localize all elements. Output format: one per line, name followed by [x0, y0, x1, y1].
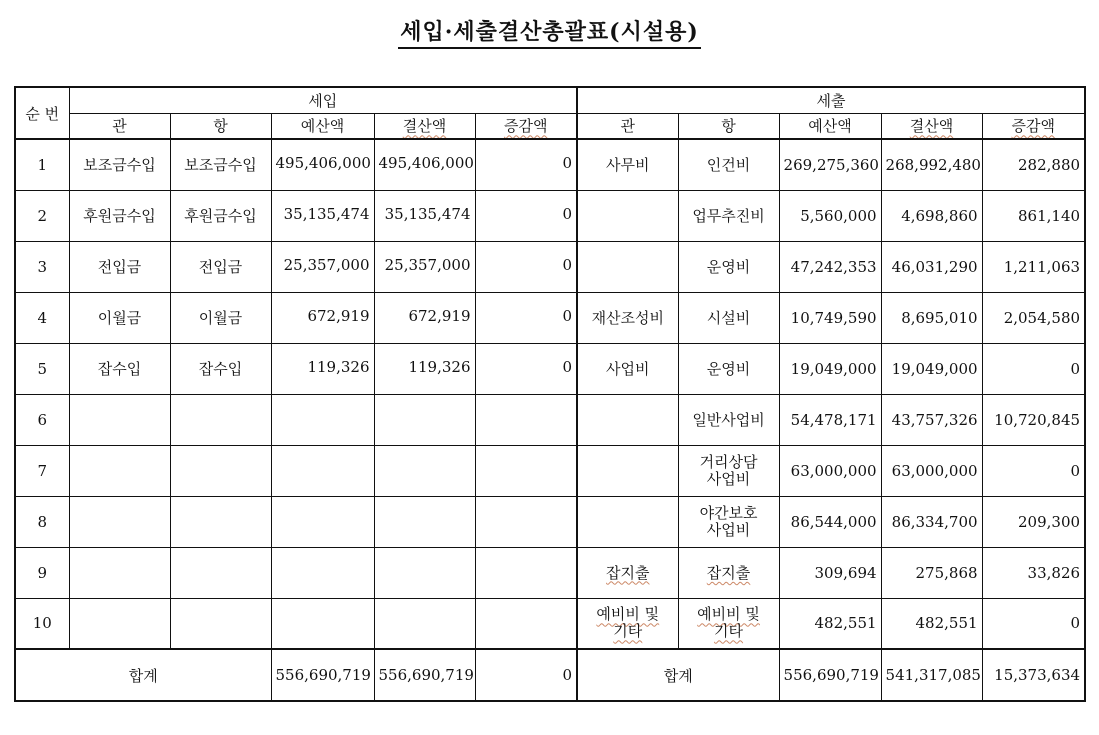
row-ex-settled	[881, 139, 982, 190]
table-row	[15, 292, 1085, 343]
row-ex-diff	[982, 547, 1085, 598]
header-in-budget: 예산액	[271, 113, 374, 139]
row-in-diff-text: 0	[562, 306, 573, 325]
row-ex-settled	[881, 241, 982, 292]
row-in-settled	[374, 445, 475, 496]
row-ex-diff-text: 282,880	[1018, 155, 1081, 174]
row-ex-budget-text: 5,560,000	[800, 206, 877, 225]
row-ex-hang	[678, 190, 779, 241]
row-in-settled	[374, 343, 475, 394]
row-ex-settled-text: 482,551	[915, 614, 978, 633]
row-in-diff	[475, 496, 577, 547]
row-in-hang	[170, 598, 271, 649]
row-ex-diff	[982, 190, 1085, 241]
row-in-settled	[374, 547, 475, 598]
row-ex-diff	[982, 241, 1085, 292]
header-no: 순 번	[15, 87, 69, 139]
row-no-text: 3	[37, 257, 48, 276]
row-in-settled	[374, 496, 475, 547]
row-ex-gwan	[577, 394, 678, 445]
row-no	[15, 241, 69, 292]
row-in-gwan	[69, 139, 170, 190]
row-in-hang	[170, 139, 271, 190]
row-ex-diff	[982, 139, 1085, 190]
row-ex-budget	[779, 343, 881, 394]
row-in-budget-text: 672,919	[307, 306, 370, 325]
row-no	[15, 292, 69, 343]
table-row	[15, 547, 1085, 598]
row-in-hang	[170, 547, 271, 598]
total-ex-label: 합계	[577, 649, 779, 701]
table-row	[15, 190, 1085, 241]
row-ex-hang	[678, 139, 779, 190]
header-income: 세입	[69, 87, 577, 113]
row-ex-diff-text: 1,211,063	[1003, 257, 1081, 276]
row-no	[15, 445, 69, 496]
row-in-gwan	[69, 547, 170, 598]
row-ex-hang	[678, 343, 779, 394]
row-in-settled-text: 672,919	[408, 306, 471, 325]
row-ex-gwan-text: 사업비	[606, 359, 650, 378]
row-ex-budget	[779, 598, 881, 649]
row-in-budget	[271, 139, 374, 190]
row-ex-gwan	[577, 139, 678, 190]
row-in-budget	[271, 394, 374, 445]
row-in-hang	[170, 241, 271, 292]
row-ex-hang	[678, 547, 779, 598]
row-in-settled-text: 119,326	[408, 357, 471, 376]
row-ex-budget	[779, 547, 881, 598]
row-in-settled	[374, 190, 475, 241]
row-in-diff	[475, 547, 577, 598]
row-ex-budget-text: 63,000,000	[790, 461, 877, 480]
total-in-label: 합계	[15, 649, 271, 701]
row-ex-budget-text: 269,275,360	[783, 155, 879, 174]
row-ex-budget-text: 10,749,590	[790, 308, 877, 327]
row-in-diff	[475, 394, 577, 445]
row-ex-diff-text: 10,720,845	[994, 410, 1081, 429]
row-ex-settled-text: 4,698,860	[901, 206, 978, 225]
row-ex-hang-text: 거리상담 사업비	[699, 452, 758, 488]
table-row	[15, 445, 1085, 496]
header-ex-hang: 항	[678, 113, 779, 139]
row-ex-budget-text: 482,551	[814, 614, 877, 633]
row-in-settled	[374, 598, 475, 649]
row-in-budget	[271, 190, 374, 241]
row-ex-diff	[982, 394, 1085, 445]
row-in-gwan-text: 후원금수입	[83, 206, 156, 225]
row-in-gwan	[69, 292, 170, 343]
row-ex-hang-text: 운영비	[706, 258, 751, 276]
row-ex-budget-text: 86,544,000	[790, 512, 877, 531]
row-in-gwan	[69, 343, 170, 394]
page-title: 세입·세출결산총괄표(시설용)	[398, 18, 701, 49]
row-in-hang-text: 이월금	[198, 308, 243, 327]
row-in-budget	[271, 292, 374, 343]
row-ex-budget-text: 309,694	[814, 563, 877, 582]
row-ex-settled-text: 86,334,700	[891, 512, 978, 531]
header-in-diff-text: 증감액	[504, 117, 548, 136]
row-in-settled-text: 25,357,000	[384, 255, 471, 274]
row-ex-settled-text: 8,695,010	[901, 308, 978, 327]
row-ex-settled	[881, 292, 982, 343]
row-in-diff	[475, 292, 577, 343]
row-in-gwan	[69, 190, 170, 241]
row-in-budget	[271, 241, 374, 292]
row-in-budget-text: 35,135,474	[283, 204, 370, 223]
row-in-budget	[271, 343, 374, 394]
row-in-settled	[374, 292, 475, 343]
row-in-hang-text: 보조금수입	[184, 156, 257, 174]
row-in-diff	[475, 241, 577, 292]
row-ex-diff-text: 2,054,580	[1003, 308, 1081, 327]
row-ex-gwan	[577, 241, 678, 292]
row-ex-diff-text: 861,140	[1018, 206, 1081, 225]
row-ex-diff-text: 33,826	[1027, 563, 1081, 582]
row-ex-diff-text: 209,300	[1018, 512, 1081, 531]
header-ex-settled-text: 결산액	[909, 117, 954, 136]
row-in-hang	[170, 496, 271, 547]
row-ex-settled-text: 43,757,326	[891, 410, 978, 429]
row-no	[15, 139, 69, 190]
row-in-budget-text: 119,326	[307, 357, 370, 376]
header-in-diff	[475, 113, 577, 139]
row-in-hang	[170, 394, 271, 445]
row-in-diff	[475, 139, 577, 190]
row-in-diff	[475, 190, 577, 241]
row-in-gwan	[69, 394, 170, 445]
header-row-cols	[15, 113, 1085, 139]
row-ex-budget-text: 54,478,171	[790, 410, 877, 429]
row-in-diff-text: 0	[562, 204, 573, 223]
row-ex-settled-text: 275,868	[915, 563, 978, 582]
settlement-table	[14, 86, 1086, 702]
row-ex-settled	[881, 394, 982, 445]
total-in-settled: 556,690,719	[374, 649, 475, 701]
row-ex-hang-text: 잡지출	[706, 564, 751, 582]
row-in-settled	[374, 394, 475, 445]
row-ex-settled	[881, 190, 982, 241]
row-in-budget	[271, 496, 374, 547]
row-ex-budget	[779, 241, 881, 292]
header-ex-budget: 예산액	[779, 113, 881, 139]
row-no-text: 7	[37, 461, 48, 480]
row-ex-gwan	[577, 292, 678, 343]
row-ex-budget	[779, 394, 881, 445]
total-in-diff: 0	[475, 649, 577, 701]
row-ex-diff	[982, 292, 1085, 343]
row-ex-gwan	[577, 496, 678, 547]
header-ex-diff-text: 증감액	[1011, 117, 1056, 136]
row-ex-budget	[779, 139, 881, 190]
header-ex-gwan: 관	[577, 113, 678, 139]
row-in-settled-text: 495,406,000	[378, 154, 474, 172]
row-in-hang	[170, 445, 271, 496]
row-in-gwan-text: 전입금	[97, 257, 142, 276]
row-in-diff	[475, 598, 577, 649]
header-row-group	[15, 87, 1085, 113]
row-in-budget-text: 495,406,000	[275, 154, 371, 172]
total-row	[15, 649, 1085, 701]
row-no	[15, 547, 69, 598]
table-row	[15, 496, 1085, 547]
row-no-text: 6	[37, 410, 48, 429]
row-ex-hang	[678, 394, 779, 445]
row-no-text: 8	[37, 512, 48, 531]
table-row	[15, 139, 1085, 190]
row-ex-hang-text: 업무추진비	[692, 207, 765, 225]
row-ex-gwan-text: 예비비 및기타	[596, 605, 660, 641]
row-in-gwan-text: 이월금	[97, 308, 142, 327]
row-in-gwan-text: 잡수입	[97, 359, 142, 378]
row-ex-budget	[779, 292, 881, 343]
row-ex-gwan	[577, 598, 678, 649]
row-ex-budget	[779, 190, 881, 241]
row-in-hang-text: 전입금	[198, 257, 243, 276]
row-ex-hang	[678, 496, 779, 547]
row-ex-hang-text: 시설비	[706, 309, 751, 327]
row-in-gwan-text: 보조금수입	[83, 156, 156, 174]
row-no	[15, 343, 69, 394]
row-no-text: 1	[37, 155, 48, 174]
row-ex-diff-text: 0	[1070, 359, 1081, 378]
row-in-hang	[170, 292, 271, 343]
row-in-hang	[170, 343, 271, 394]
header-in-settled-text: 결산액	[402, 117, 447, 136]
row-ex-gwan-text: 사무비	[606, 156, 650, 174]
row-in-budget-text: 25,357,000	[283, 255, 370, 274]
row-ex-settled-text: 46,031,290	[891, 257, 978, 276]
row-ex-hang	[678, 445, 779, 496]
total-ex-budget: 556,690,719	[779, 649, 881, 701]
row-ex-gwan	[577, 343, 678, 394]
row-ex-settled-text: 63,000,000	[891, 461, 978, 480]
row-in-hang	[170, 190, 271, 241]
total-in-budget: 556,690,719	[271, 649, 374, 701]
row-ex-gwan-text: 잡지출	[606, 563, 650, 582]
row-in-diff-text: 0	[562, 357, 573, 376]
row-ex-diff-text: 0	[1070, 614, 1081, 633]
row-in-settled	[374, 241, 475, 292]
row-in-hang-text: 후원금수입	[184, 206, 257, 225]
table-row	[15, 343, 1085, 394]
row-ex-diff-text: 0	[1070, 461, 1081, 480]
row-in-gwan	[69, 445, 170, 496]
row-in-hang-text: 잡수입	[198, 359, 243, 378]
row-no	[15, 190, 69, 241]
table-body	[15, 139, 1085, 649]
row-in-diff-text: 0	[562, 154, 573, 172]
title-wrap	[0, 18, 1099, 49]
row-ex-diff	[982, 496, 1085, 547]
row-no	[15, 598, 69, 649]
row-ex-hang	[678, 241, 779, 292]
row-ex-budget-text: 19,049,000	[790, 359, 877, 378]
table-row	[15, 394, 1085, 445]
row-ex-settled	[881, 445, 982, 496]
row-ex-gwan	[577, 547, 678, 598]
row-ex-settled	[881, 547, 982, 598]
row-in-settled-text: 35,135,474	[384, 204, 471, 223]
row-in-budget	[271, 598, 374, 649]
row-ex-gwan	[577, 190, 678, 241]
row-ex-budget	[779, 445, 881, 496]
row-ex-hang-text: 운영비	[706, 360, 751, 378]
row-ex-hang	[678, 598, 779, 649]
table-row	[15, 241, 1085, 292]
header-in-settled	[374, 113, 475, 139]
row-no-text: 4	[37, 308, 48, 327]
row-ex-budget	[779, 496, 881, 547]
header-ex-diff	[982, 113, 1085, 139]
header-in-hang: 항	[170, 113, 271, 139]
row-ex-hang-text: 일반사업비	[692, 411, 765, 429]
total-ex-diff: 15,373,634	[982, 649, 1085, 701]
row-in-budget	[271, 547, 374, 598]
row-ex-settled	[881, 496, 982, 547]
row-ex-hang-text: 예비비 및기타	[697, 605, 760, 641]
header-in-gwan: 관	[69, 113, 170, 139]
row-ex-gwan-text: 재산조성비	[591, 308, 665, 327]
row-in-settled	[374, 139, 475, 190]
row-ex-settled-text: 268,992,480	[885, 155, 981, 174]
row-ex-gwan	[577, 445, 678, 496]
row-ex-hang	[678, 292, 779, 343]
row-in-gwan	[69, 496, 170, 547]
row-in-budget	[271, 445, 374, 496]
row-ex-hang-text: 인건비	[706, 156, 751, 175]
row-in-diff-text: 0	[562, 255, 573, 274]
row-in-gwan	[69, 241, 170, 292]
header-ex-settled	[881, 113, 982, 139]
row-no	[15, 394, 69, 445]
row-ex-settled-text: 19,049,000	[891, 359, 978, 378]
row-ex-hang-text: 야간보호 사업비	[699, 503, 758, 539]
row-no-text: 10	[32, 614, 52, 633]
row-no	[15, 496, 69, 547]
row-ex-diff	[982, 598, 1085, 649]
row-ex-settled	[881, 343, 982, 394]
row-ex-diff	[982, 445, 1085, 496]
table-row	[15, 598, 1085, 649]
row-in-gwan	[69, 598, 170, 649]
row-no-text: 5	[37, 359, 48, 378]
row-no-text: 9	[37, 563, 48, 582]
row-in-diff	[475, 343, 577, 394]
row-ex-diff	[982, 343, 1085, 394]
row-ex-budget-text: 47,242,353	[790, 257, 877, 276]
row-no-text: 2	[37, 206, 48, 225]
total-ex-settled: 541,317,085	[881, 649, 982, 701]
header-expense: 세출	[577, 87, 1085, 113]
row-in-diff	[475, 445, 577, 496]
row-ex-settled	[881, 598, 982, 649]
